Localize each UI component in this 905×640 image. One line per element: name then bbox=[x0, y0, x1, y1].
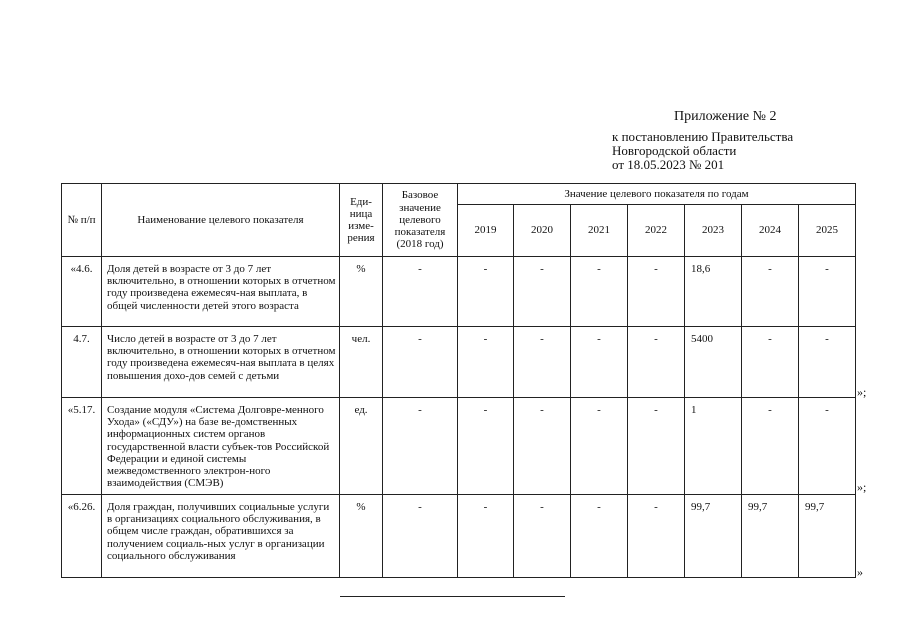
row-value: - bbox=[458, 398, 514, 495]
row-base: - bbox=[383, 398, 458, 495]
end-divider bbox=[340, 596, 565, 597]
row-value: - bbox=[571, 495, 628, 578]
row-unit: чел. bbox=[340, 327, 383, 398]
header-base: Базовое значение целевого показателя (2018 год) bbox=[383, 184, 458, 257]
row-value: - bbox=[742, 327, 799, 398]
row-unit: ед. bbox=[340, 398, 383, 495]
row-value: - bbox=[799, 257, 856, 327]
row-value: - bbox=[628, 327, 685, 398]
header-years-group: Значение целевого показателя по годам bbox=[458, 184, 856, 205]
row-base: - bbox=[383, 495, 458, 578]
appendix-resolution-line: к постановлению Правительства bbox=[612, 129, 794, 144]
row-value: - bbox=[571, 257, 628, 327]
table-row bbox=[62, 327, 856, 398]
indicators-table bbox=[61, 183, 856, 578]
row-num: 4.7. bbox=[62, 327, 102, 398]
row-value: - bbox=[514, 257, 571, 327]
row-num: «6.26. bbox=[62, 495, 102, 578]
row-value: 99,7 bbox=[742, 495, 799, 578]
appendix-region-line: Новгородской области bbox=[612, 143, 737, 158]
header-year: 2024 bbox=[742, 205, 799, 257]
row-value: - bbox=[628, 257, 685, 327]
row-value: - bbox=[514, 495, 571, 578]
row-value: - bbox=[742, 398, 799, 495]
appendix-date-line: от 18.05.2023 № 201 bbox=[612, 157, 725, 172]
header-year: 2021 bbox=[571, 205, 628, 257]
row-name: Доля граждан, получивших социальные услуги в организациях социального обслуживания, в общем числе граждан, обратившихся за получением социаль-ных услуг в организации социального обслуживания bbox=[102, 495, 340, 578]
header-num: № п/п bbox=[62, 184, 102, 257]
row-value: 18,6 bbox=[685, 257, 742, 327]
row-value: - bbox=[628, 398, 685, 495]
row-name: Создание модуля «Система Долговре-менного Ухода» («СДУ») на базе ве-домственных информационных систем органов государственной власти субъек-тов Российской Федерации и единой системы межведомственного электрон-ного взаимодействия (СМЭВ) bbox=[102, 398, 340, 495]
row-base: - bbox=[383, 327, 458, 398]
row-value: - bbox=[742, 257, 799, 327]
header-year: 2025 bbox=[799, 205, 856, 257]
header-year: 2020 bbox=[514, 205, 571, 257]
table-row bbox=[62, 398, 856, 495]
row-value: 1 bbox=[685, 398, 742, 495]
row-value: 99,7 bbox=[685, 495, 742, 578]
row-name: Число детей в возрасте от 3 до 7 лет включительно, в отношении которых в отчетном году произведена ежемесяч-ная выплата в целях повышения дохо-дов семей с детьми bbox=[102, 327, 340, 398]
header-unit: Еди-ница изме-рения bbox=[340, 184, 383, 257]
row-value: - bbox=[571, 327, 628, 398]
row-unit: % bbox=[340, 257, 383, 327]
row-base: - bbox=[383, 257, 458, 327]
appendix-title: Приложение № 2 bbox=[674, 109, 777, 124]
row-value: - bbox=[514, 327, 571, 398]
row-num: «5.17. bbox=[62, 398, 102, 495]
row-value: - bbox=[628, 495, 685, 578]
header-year: 2019 bbox=[458, 205, 514, 257]
row-value: - bbox=[799, 398, 856, 495]
closing-quote: » bbox=[857, 565, 863, 579]
row-num: «4.6. bbox=[62, 257, 102, 327]
table-row bbox=[62, 257, 856, 327]
row-name: Доля детей в возрасте от 3 до 7 лет включительно, в отношении которых в отчетном году произведена ежемесяч-ная выплата, в общей численности детей этого возраста bbox=[102, 257, 340, 327]
row-value: - bbox=[458, 327, 514, 398]
header-name: Наименование целевого показателя bbox=[102, 184, 340, 257]
row-value: - bbox=[514, 398, 571, 495]
closing-quote-semicolon: »; bbox=[857, 385, 867, 399]
row-value: - bbox=[458, 495, 514, 578]
header-year: 2022 bbox=[628, 205, 685, 257]
row-value: 99,7 bbox=[799, 495, 856, 578]
header-year: 2023 bbox=[685, 205, 742, 257]
row-value: - bbox=[799, 327, 856, 398]
row-value: - bbox=[458, 257, 514, 327]
row-unit: % bbox=[340, 495, 383, 578]
row-value: 5400 bbox=[685, 327, 742, 398]
table-row bbox=[62, 495, 856, 578]
closing-quote-semicolon: »; bbox=[857, 480, 867, 494]
row-value: - bbox=[571, 398, 628, 495]
appendix-header bbox=[612, 110, 793, 172]
